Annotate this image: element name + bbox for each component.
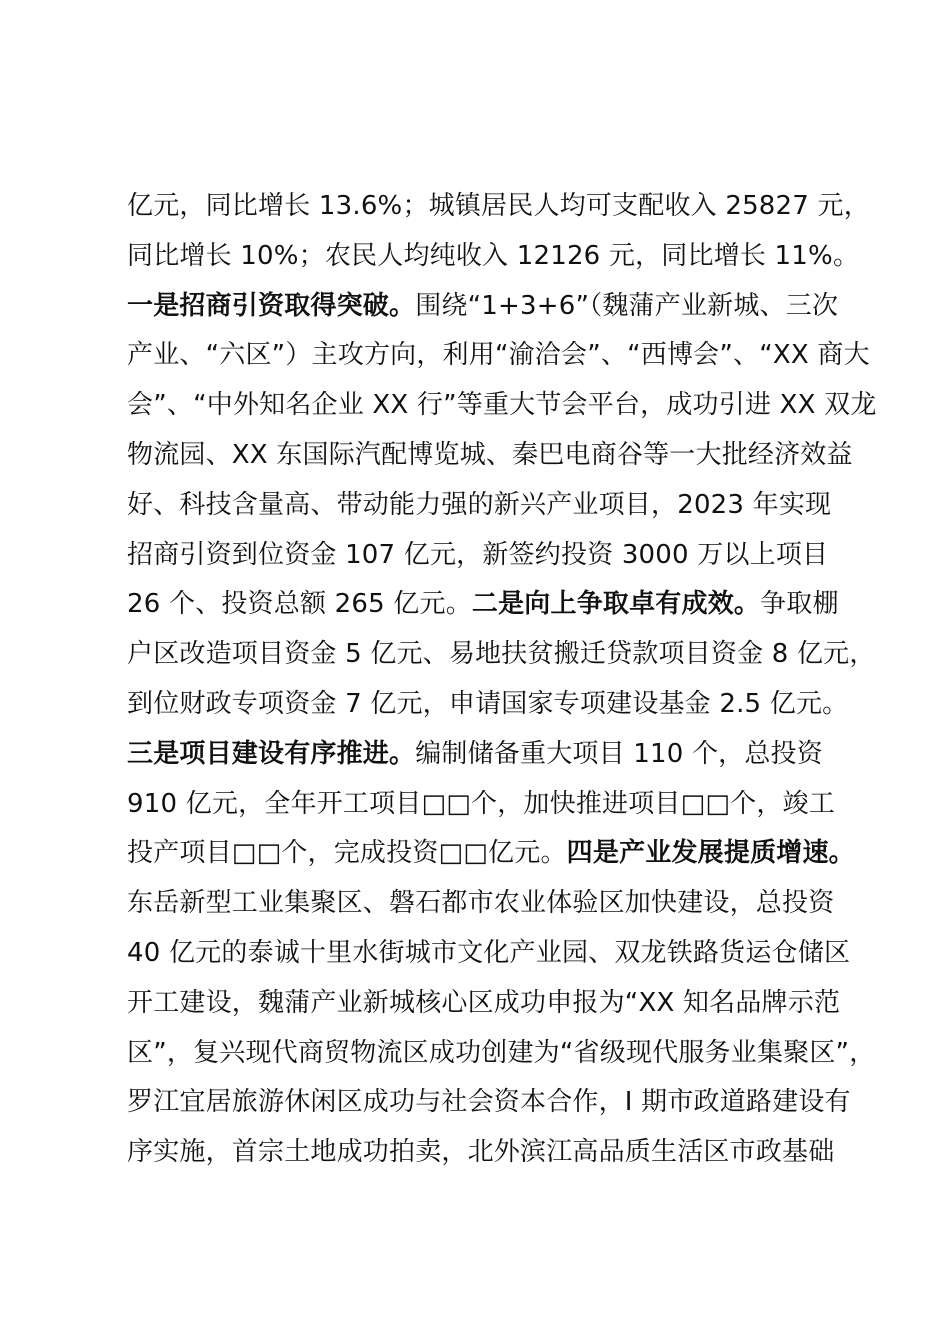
text-line xyxy=(127,630,876,680)
body-text-run: 招商引资到位资金 107 亿元，新签约投资 3000 万以上项目 xyxy=(127,539,829,570)
bold-heading-phrase: 三是项目建设有序推进。 xyxy=(127,738,416,769)
text-line xyxy=(127,381,877,431)
text-line xyxy=(127,182,870,232)
text-line xyxy=(127,431,857,481)
text-line xyxy=(127,481,857,531)
body-text-run: 好、科技含量高、带动能力强的新兴产业项目，2023 年实现 xyxy=(127,489,832,520)
body-text-run: 编制储备重大项目 110 个，总投资 xyxy=(415,738,823,769)
body-text-run: 910 亿元，全年开工项目□□个，加快推进项目□□个，竣工 xyxy=(127,788,835,819)
body-text-run: 区”，复兴现代商贸物流区成功创建为“省级现代服务业集聚区”， xyxy=(127,1037,876,1068)
text-line xyxy=(127,1078,857,1128)
body-text-run: 户区改造项目资金 5 亿元、易地扶贫搬迁贷款项目资金 8 亿元， xyxy=(127,639,876,670)
body-text-run: 产业、“六区”）主攻方向，利用“渝洽会”、“西博会”、“XX 商大 xyxy=(127,340,870,371)
bold-heading-phrase: 二是向上争取卓有成效。 xyxy=(471,589,761,620)
text-line xyxy=(127,829,857,879)
body-text-run: 物流园、XX 东国际汽配博览城、秦巴电商谷等一大批经济效益 xyxy=(127,439,853,470)
body-text-run: 序实施，首宗土地成功拍卖，北外滨江高品质生活区市政基础 xyxy=(127,1137,835,1168)
bold-heading-phrase: 四是产业发展提质增速。 xyxy=(566,838,855,869)
text-line xyxy=(127,1029,876,1079)
text-line xyxy=(127,580,857,630)
body-text-run: 到位财政专项资金 7 亿元，申请国家专项建设基金 2.5 亿元。 xyxy=(127,688,849,719)
text-line xyxy=(127,979,857,1029)
bold-heading-phrase: 一是招商引资取得突破。 xyxy=(127,290,416,321)
text-line xyxy=(127,780,857,830)
text-line xyxy=(127,929,857,979)
body-text-run: 同比增长 10%；农民人均纯收入 12126 元，同比增长 11%。 xyxy=(127,240,860,271)
text-line xyxy=(127,680,857,730)
text-line xyxy=(127,730,857,780)
text-line xyxy=(127,331,870,381)
text-line xyxy=(127,879,857,929)
text-line xyxy=(127,531,857,581)
body-text-run: 罗江宜居旅游休闲区成功与社会资本合作，I 期市政道路建设有 xyxy=(127,1087,851,1118)
body-text-run: 东岳新型工业集聚区、磐石都市农业体验区加快建设，总投资 xyxy=(127,888,835,919)
body-text-run: 会”、“中外知名企业 XX 行”等重大节会平台，成功引进 XX 双龙 xyxy=(127,390,877,421)
body-text-run: 40 亿元的泰诚十里水街城市文化产业园、双龙铁路货运仓储区 xyxy=(127,937,851,968)
text-line xyxy=(127,282,857,332)
body-text-run: 围绕“1+3+6”（魏蒲产业新城、三次 xyxy=(415,290,839,321)
body-text-run: 26 个、投资总额 265 亿元。 xyxy=(127,589,472,620)
text-line xyxy=(127,232,860,282)
body-text-run: 亿元，同比增长 13.6%；城镇居民人均可支配收入 25827 元， xyxy=(127,191,870,221)
body-text-run: 投产项目□□个，完成投资□□亿元。 xyxy=(127,838,567,869)
text-line xyxy=(127,1128,857,1178)
body-text-run: 开工建设，魏蒲产业新城核心区成功申报为“XX 知名品牌示范 xyxy=(127,987,841,1018)
body-paragraph xyxy=(127,182,877,1178)
body-text-run: 争取棚 xyxy=(760,589,839,620)
